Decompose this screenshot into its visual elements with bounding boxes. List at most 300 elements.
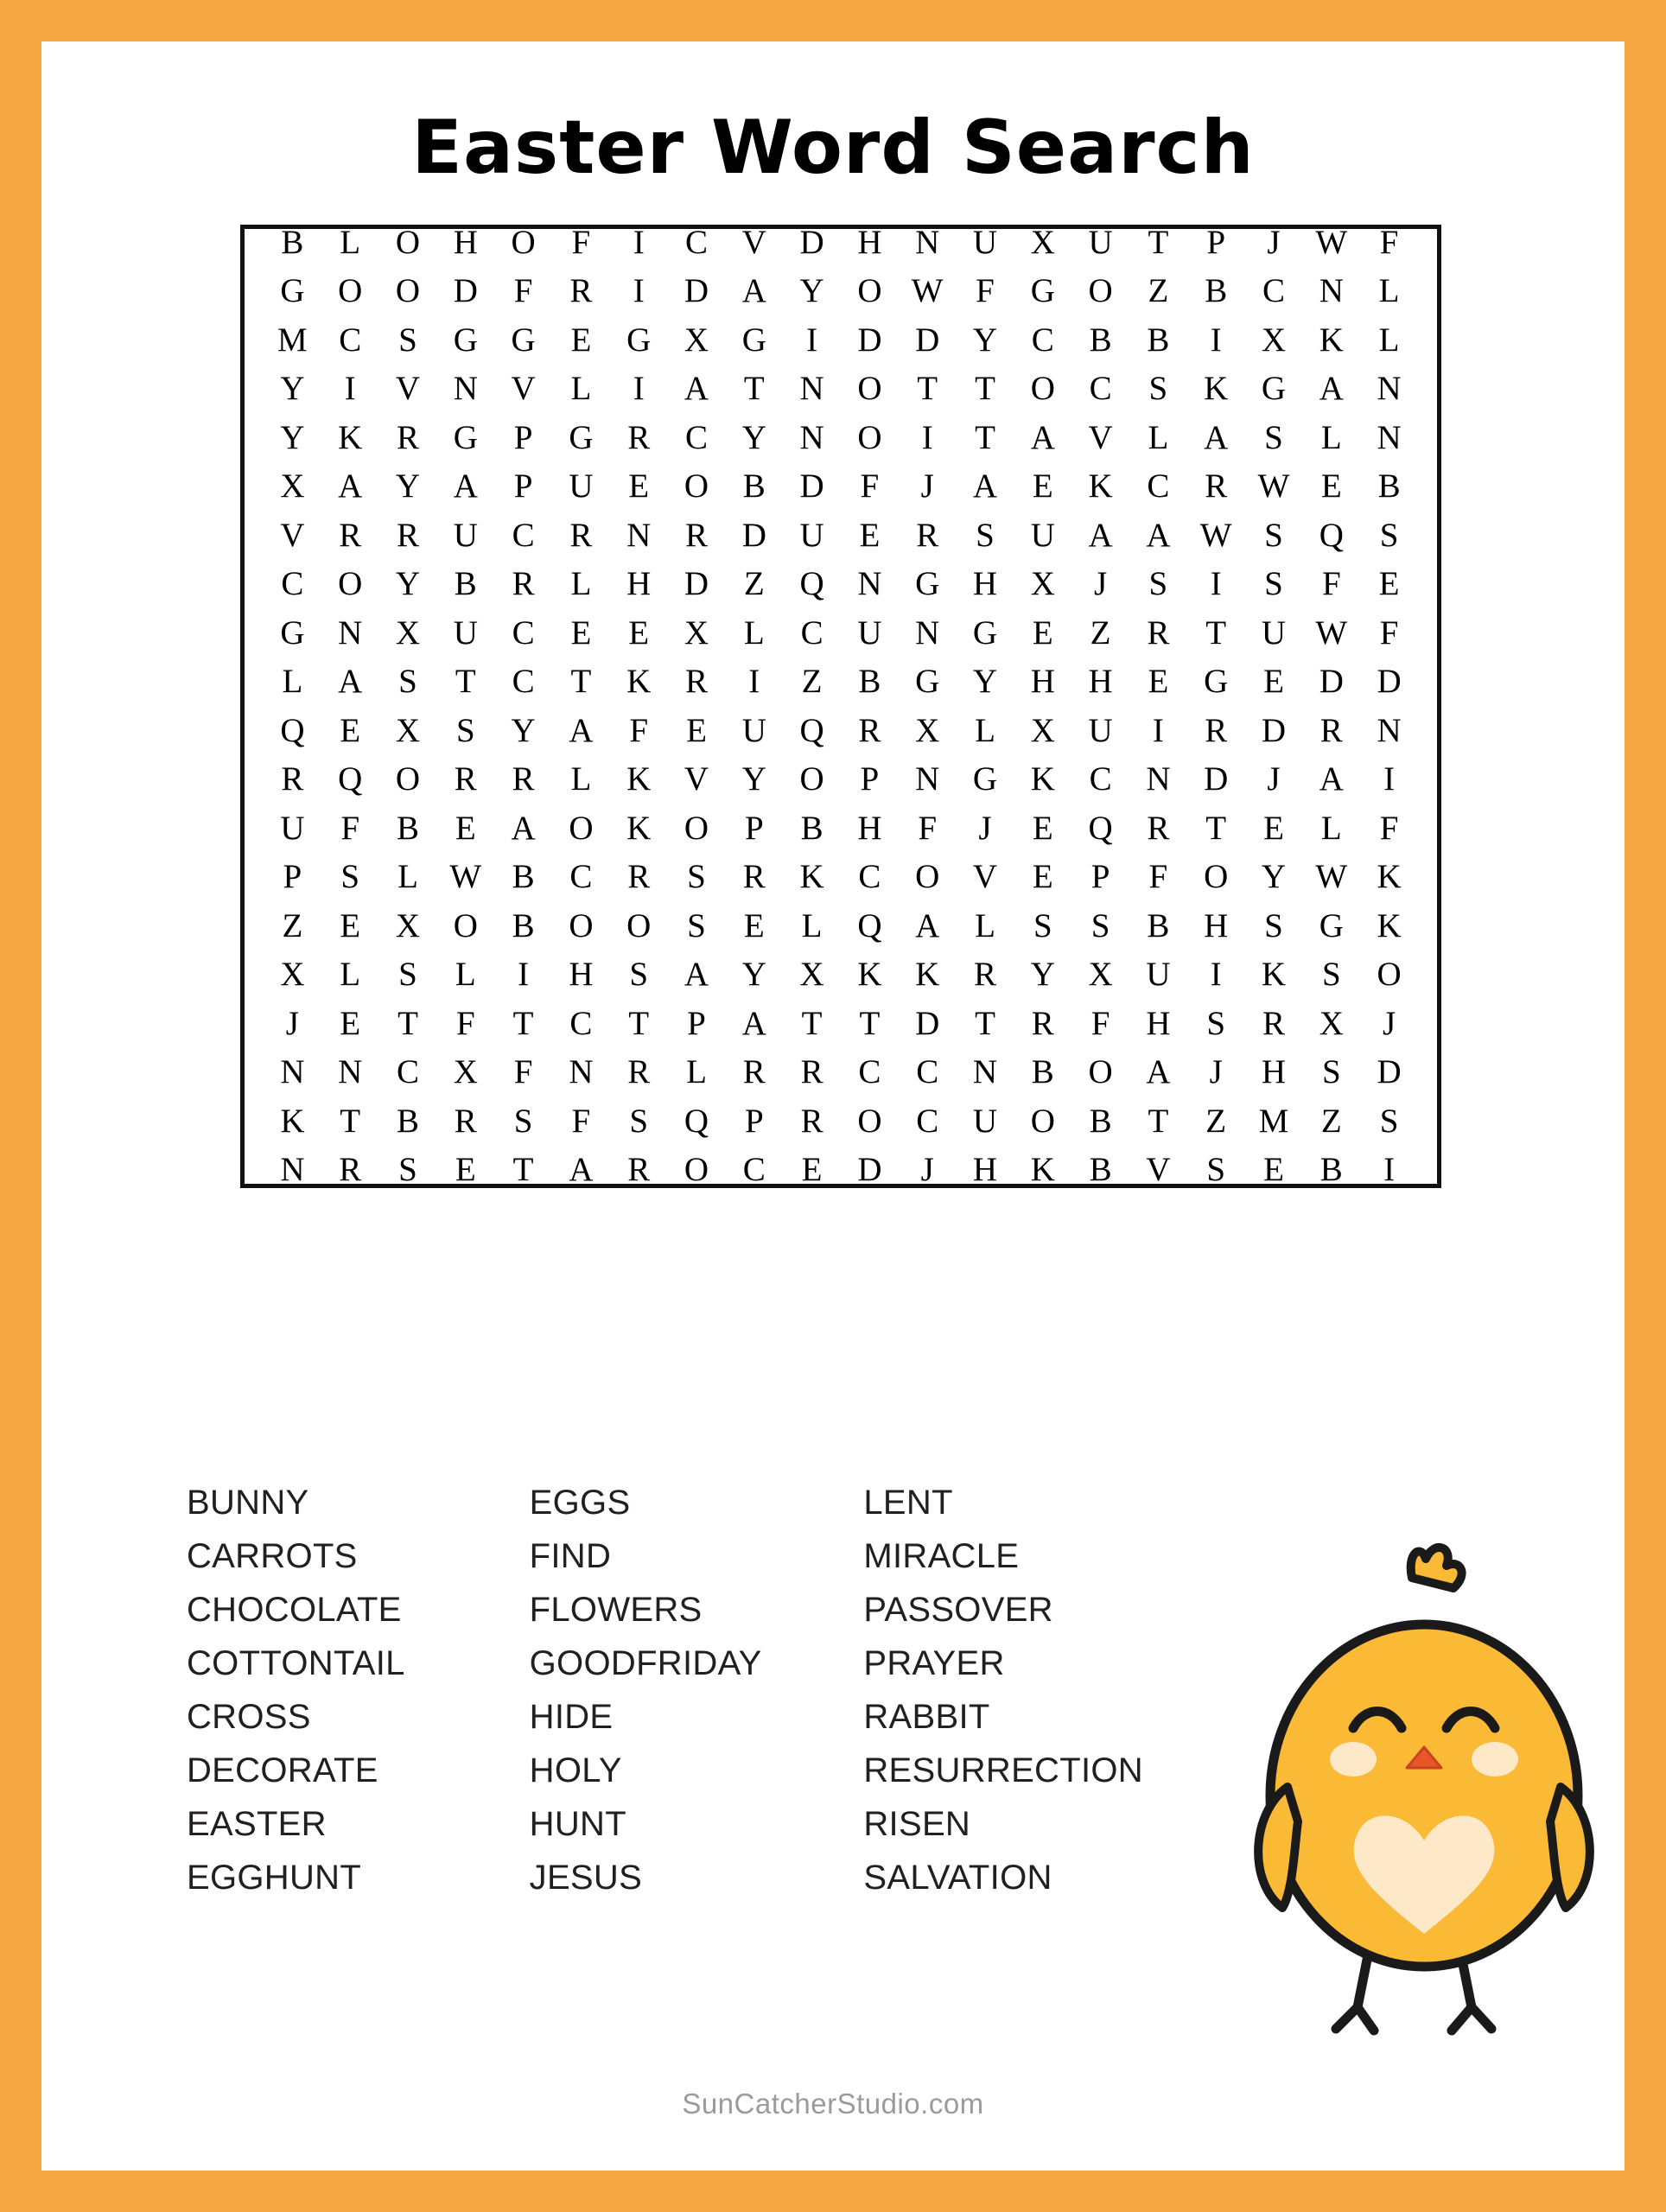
- grid-cell[interactable]: S: [1264, 418, 1283, 456]
- grid-cell[interactable]: O: [1088, 272, 1113, 309]
- grid-cell[interactable]: S: [1264, 906, 1283, 944]
- grid-cell[interactable]: R: [684, 516, 708, 554]
- grid-cell[interactable]: D: [915, 1004, 940, 1042]
- grid-cell[interactable]: E: [1032, 809, 1053, 847]
- grid-cell[interactable]: T: [570, 663, 592, 700]
- grid-cell[interactable]: G: [972, 613, 998, 652]
- grid-cell[interactable]: R: [1205, 711, 1228, 749]
- grid-cell[interactable]: N: [915, 613, 940, 652]
- grid-cell[interactable]: A: [1146, 516, 1171, 554]
- grid-cell[interactable]: R: [627, 858, 651, 895]
- grid-cell[interactable]: O: [453, 906, 478, 944]
- grid-cell[interactable]: W: [1257, 467, 1290, 505]
- grid-cell[interactable]: P: [283, 858, 302, 895]
- grid-cell[interactable]: U: [1261, 613, 1287, 652]
- grid-cell[interactable]: H: [972, 565, 998, 602]
- word-list-item[interactable]: HIDE: [529, 1698, 614, 1736]
- grid-cell[interactable]: R: [800, 1053, 823, 1090]
- grid-cell[interactable]: V: [1146, 1151, 1171, 1188]
- grid-cell[interactable]: V: [511, 370, 536, 407]
- grid-cell[interactable]: X: [395, 906, 421, 944]
- grid-cell[interactable]: E: [1263, 663, 1284, 700]
- grid-cell[interactable]: J: [1267, 223, 1281, 261]
- grid-cell[interactable]: S: [398, 663, 417, 700]
- grid-cell[interactable]: F: [860, 467, 880, 505]
- grid-cell[interactable]: T: [1148, 1102, 1169, 1140]
- grid-cell[interactable]: T: [628, 1004, 650, 1042]
- grid-cell[interactable]: U: [857, 613, 882, 652]
- grid-cell[interactable]: G: [280, 272, 305, 309]
- grid-cell[interactable]: S: [1264, 516, 1283, 554]
- grid-cell[interactable]: G: [453, 418, 478, 456]
- grid-cell[interactable]: Q: [684, 1102, 709, 1140]
- grid-cell[interactable]: C: [1031, 321, 1054, 359]
- grid-cell[interactable]: V: [972, 858, 998, 895]
- grid-cell[interactable]: A: [1204, 418, 1229, 456]
- grid-cell[interactable]: E: [1378, 565, 1400, 602]
- grid-cell[interactable]: P: [687, 1004, 706, 1042]
- grid-cell[interactable]: R: [454, 1102, 477, 1140]
- grid-cell[interactable]: L: [397, 858, 418, 895]
- grid-cell[interactable]: N: [1377, 418, 1402, 456]
- grid-cell[interactable]: O: [395, 272, 421, 309]
- grid-cell[interactable]: U: [1030, 516, 1055, 554]
- grid-cell[interactable]: K: [1377, 858, 1402, 895]
- grid-cell[interactable]: J: [1267, 760, 1281, 798]
- word-list-item[interactable]: RESURRECTION: [863, 1751, 1143, 1789]
- grid-cell[interactable]: O: [1088, 1053, 1113, 1090]
- word-list-item[interactable]: HUNT: [529, 1805, 626, 1843]
- word-list-item[interactable]: MIRACLE: [863, 1537, 1020, 1575]
- grid-cell[interactable]: F: [1091, 1004, 1110, 1042]
- grid-cell[interactable]: H: [972, 1151, 998, 1188]
- grid-cell[interactable]: L: [570, 370, 592, 407]
- grid-cell[interactable]: T: [801, 1004, 823, 1042]
- grid-cell[interactable]: R: [1262, 1004, 1285, 1042]
- grid-cell[interactable]: Q: [799, 565, 824, 602]
- grid-cell[interactable]: X: [1030, 223, 1055, 261]
- grid-cell[interactable]: L: [455, 956, 476, 993]
- grid-cell[interactable]: R: [339, 516, 362, 554]
- grid-cell[interactable]: F: [571, 1102, 591, 1140]
- grid-cell[interactable]: N: [280, 1053, 305, 1090]
- grid-cell[interactable]: C: [1089, 370, 1112, 407]
- grid-cell[interactable]: P: [1091, 858, 1110, 895]
- grid-cell[interactable]: O: [684, 809, 709, 847]
- grid-cell[interactable]: R: [742, 1053, 766, 1090]
- grid-cell[interactable]: D: [741, 516, 766, 554]
- grid-cell[interactable]: O: [857, 418, 882, 456]
- grid-cell[interactable]: A: [569, 1151, 594, 1188]
- grid-cell[interactable]: I: [633, 272, 645, 309]
- grid-cell[interactable]: O: [1377, 956, 1402, 993]
- grid-cell[interactable]: G: [915, 565, 940, 602]
- grid-cell[interactable]: G: [1030, 272, 1055, 309]
- grid-cell[interactable]: B: [1089, 321, 1112, 359]
- grid-cell[interactable]: V: [684, 760, 709, 798]
- grid-cell[interactable]: Q: [799, 711, 824, 749]
- grid-cell[interactable]: L: [1320, 418, 1342, 456]
- grid-cell[interactable]: C: [858, 858, 881, 895]
- grid-cell[interactable]: C: [858, 1053, 881, 1090]
- grid-cell[interactable]: H: [1088, 663, 1113, 700]
- grid-cell[interactable]: A: [684, 956, 709, 993]
- grid-cell[interactable]: L: [1378, 272, 1400, 309]
- grid-cell[interactable]: O: [915, 858, 940, 895]
- grid-cell[interactable]: C: [569, 858, 593, 895]
- grid-cell[interactable]: Y: [395, 467, 421, 505]
- grid-cell[interactable]: L: [801, 906, 823, 944]
- grid-cell[interactable]: E: [455, 809, 476, 847]
- grid-cell[interactable]: S: [513, 1102, 533, 1140]
- word-list-item[interactable]: PRAYER: [863, 1644, 1005, 1682]
- grid-cell[interactable]: B: [1089, 1102, 1112, 1140]
- word-list-item[interactable]: EGGHUNT: [187, 1859, 362, 1897]
- grid-cell[interactable]: D: [1261, 711, 1287, 749]
- grid-cell[interactable]: U: [1088, 711, 1113, 749]
- grid-cell[interactable]: A: [915, 906, 940, 944]
- grid-cell[interactable]: K: [338, 418, 363, 456]
- grid-cell[interactable]: P: [1206, 223, 1226, 261]
- grid-cell[interactable]: R: [339, 1151, 362, 1188]
- grid-cell[interactable]: F: [513, 1053, 533, 1090]
- grid-cell[interactable]: F: [1379, 613, 1399, 652]
- grid-cell[interactable]: G: [1319, 906, 1344, 944]
- grid-cell[interactable]: S: [398, 1151, 417, 1188]
- grid-cell[interactable]: C: [1089, 760, 1112, 798]
- grid-cell[interactable]: D: [684, 565, 709, 602]
- grid-cell[interactable]: R: [684, 663, 708, 700]
- grid-cell[interactable]: D: [915, 321, 940, 359]
- grid-cell[interactable]: C: [916, 1102, 939, 1140]
- grid-cell[interactable]: S: [687, 906, 706, 944]
- grid-cell[interactable]: O: [338, 565, 363, 602]
- grid-cell[interactable]: S: [1206, 1004, 1226, 1042]
- grid-cell[interactable]: A: [741, 1004, 766, 1042]
- grid-cell[interactable]: I: [633, 223, 645, 261]
- grid-cell[interactable]: R: [1147, 613, 1170, 652]
- grid-cell[interactable]: S: [1379, 1102, 1399, 1140]
- grid-cell[interactable]: P: [513, 467, 533, 505]
- grid-cell[interactable]: W: [449, 858, 482, 895]
- grid-cell[interactable]: A: [1146, 1053, 1171, 1090]
- grid-cell[interactable]: G: [453, 321, 478, 359]
- grid-cell[interactable]: R: [1147, 809, 1170, 847]
- grid-cell[interactable]: C: [800, 613, 823, 652]
- grid-cell[interactable]: D: [857, 1151, 882, 1188]
- grid-cell[interactable]: I: [1210, 956, 1222, 993]
- grid-cell[interactable]: C: [742, 1151, 766, 1188]
- grid-cell[interactable]: G: [915, 663, 940, 700]
- grid-cell[interactable]: L: [975, 711, 995, 749]
- grid-cell[interactable]: S: [1264, 565, 1283, 602]
- grid-cell[interactable]: C: [512, 516, 535, 554]
- word-list-item[interactable]: COTTONTAIL: [187, 1644, 405, 1682]
- word-list-item[interactable]: DECORATE: [187, 1751, 378, 1789]
- grid-cell[interactable]: Q: [280, 711, 305, 749]
- grid-cell[interactable]: A: [453, 467, 478, 505]
- grid-cell[interactable]: O: [1030, 370, 1055, 407]
- grid-cell[interactable]: S: [455, 711, 475, 749]
- grid-cell[interactable]: C: [1147, 467, 1170, 505]
- grid-cell[interactable]: I: [1210, 321, 1222, 359]
- grid-cell[interactable]: F: [1379, 809, 1399, 847]
- grid-cell[interactable]: G: [511, 321, 536, 359]
- word-list-item[interactable]: HOLY: [529, 1751, 622, 1789]
- word-list-item[interactable]: CROSS: [187, 1698, 311, 1736]
- grid-cell[interactable]: B: [858, 663, 881, 700]
- grid-cell[interactable]: I: [1210, 565, 1222, 602]
- grid-cell[interactable]: B: [396, 1102, 419, 1140]
- grid-cell[interactable]: V: [1088, 418, 1113, 456]
- grid-cell[interactable]: I: [1383, 1151, 1396, 1188]
- grid-cell[interactable]: J: [978, 809, 992, 847]
- grid-cell[interactable]: R: [916, 516, 939, 554]
- grid-cell[interactable]: Y: [741, 956, 766, 993]
- grid-cell[interactable]: X: [1261, 321, 1287, 359]
- grid-cell[interactable]: X: [915, 711, 940, 749]
- grid-cell[interactable]: K: [626, 809, 652, 847]
- grid-cell[interactable]: L: [570, 760, 592, 798]
- grid-cell[interactable]: T: [1148, 223, 1169, 261]
- word-list-item[interactable]: BUNNY: [187, 1484, 309, 1522]
- grid-cell[interactable]: N: [1146, 760, 1171, 798]
- grid-cell[interactable]: O: [684, 1151, 709, 1188]
- grid-cell[interactable]: S: [629, 956, 649, 993]
- grid-cell[interactable]: D: [1204, 760, 1229, 798]
- grid-cell[interactable]: T: [917, 370, 938, 407]
- grid-cell[interactable]: E: [1263, 1151, 1284, 1188]
- grid-cell[interactable]: Y: [741, 418, 766, 456]
- grid-cell[interactable]: W: [1315, 858, 1348, 895]
- grid-cell[interactable]: X: [395, 711, 421, 749]
- grid-cell[interactable]: T: [512, 1004, 534, 1042]
- grid-cell[interactable]: Q: [338, 760, 363, 798]
- grid-cell[interactable]: L: [1148, 418, 1169, 456]
- grid-cell[interactable]: F: [340, 809, 360, 847]
- grid-cell[interactable]: M: [1258, 1102, 1289, 1140]
- word-list-item[interactable]: FIND: [529, 1537, 612, 1575]
- grid-cell[interactable]: L: [340, 223, 361, 261]
- grid-cell[interactable]: N: [972, 1053, 998, 1090]
- grid-cell[interactable]: T: [743, 370, 765, 407]
- grid-cell[interactable]: R: [454, 760, 477, 798]
- grid-cell[interactable]: R: [627, 1151, 651, 1188]
- grid-cell[interactable]: F: [629, 711, 649, 749]
- grid-cell[interactable]: R: [800, 1102, 823, 1140]
- grid-cell[interactable]: D: [1319, 663, 1344, 700]
- grid-cell[interactable]: V: [280, 516, 305, 554]
- grid-cell[interactable]: R: [512, 565, 535, 602]
- grid-cell[interactable]: T: [975, 1004, 995, 1042]
- grid-cell[interactable]: S: [1206, 1151, 1226, 1188]
- grid-cell[interactable]: U: [972, 223, 998, 261]
- grid-cell[interactable]: F: [918, 809, 938, 847]
- grid-cell[interactable]: Q: [1319, 516, 1344, 554]
- grid-cell[interactable]: Q: [1088, 809, 1113, 847]
- grid-cell[interactable]: E: [1032, 467, 1053, 505]
- grid-cell[interactable]: N: [915, 223, 940, 261]
- grid-cell[interactable]: O: [799, 760, 824, 798]
- grid-cell[interactable]: C: [339, 321, 362, 359]
- grid-cell[interactable]: I: [806, 321, 818, 359]
- grid-cell[interactable]: S: [340, 858, 360, 895]
- grid-cell[interactable]: S: [1033, 906, 1052, 944]
- grid-cell[interactable]: E: [743, 906, 765, 944]
- grid-cell[interactable]: E: [1320, 467, 1342, 505]
- grid-cell[interactable]: G: [626, 321, 652, 359]
- word-list-item[interactable]: EASTER: [187, 1805, 327, 1843]
- grid-cell[interactable]: Z: [743, 565, 765, 602]
- grid-cell[interactable]: A: [338, 467, 363, 505]
- grid-cell[interactable]: R: [569, 516, 593, 554]
- grid-cell[interactable]: Z: [1090, 613, 1111, 652]
- grid-cell[interactable]: N: [915, 760, 940, 798]
- grid-cell[interactable]: I: [1383, 760, 1396, 798]
- grid-cell[interactable]: O: [626, 906, 652, 944]
- grid-cell[interactable]: G: [741, 321, 766, 359]
- grid-cell[interactable]: O: [395, 760, 421, 798]
- grid-cell[interactable]: N: [569, 1053, 594, 1090]
- grid-cell[interactable]: D: [1377, 663, 1402, 700]
- grid-cell[interactable]: B: [1205, 272, 1228, 309]
- word-list-item[interactable]: JESUS: [529, 1859, 643, 1897]
- grid-cell[interactable]: E: [801, 1151, 823, 1188]
- grid-cell[interactable]: R: [512, 760, 535, 798]
- grid-cell[interactable]: B: [1319, 1151, 1343, 1188]
- grid-cell[interactable]: S: [687, 858, 706, 895]
- grid-cell[interactable]: Y: [741, 760, 766, 798]
- grid-cell[interactable]: A: [972, 467, 998, 505]
- grid-cell[interactable]: K: [626, 663, 652, 700]
- grid-cell[interactable]: Z: [282, 906, 303, 944]
- grid-cell[interactable]: F: [1321, 565, 1341, 602]
- grid-cell[interactable]: H: [857, 809, 882, 847]
- grid-cell[interactable]: O: [511, 223, 536, 261]
- grid-cell[interactable]: B: [1089, 1151, 1112, 1188]
- grid-cell[interactable]: A: [569, 711, 594, 749]
- grid-cell[interactable]: W: [1315, 613, 1348, 652]
- grid-cell[interactable]: X: [280, 956, 305, 993]
- grid-cell[interactable]: X: [453, 1053, 478, 1090]
- grid-cell[interactable]: I: [748, 663, 760, 700]
- grid-cell[interactable]: R: [1319, 711, 1343, 749]
- word-search-grid[interactable]: [240, 225, 1441, 1188]
- grid-cell[interactable]: R: [396, 516, 419, 554]
- grid-cell[interactable]: C: [396, 1053, 419, 1090]
- grid-cell[interactable]: K: [1030, 760, 1055, 798]
- grid-cell[interactable]: F: [513, 272, 533, 309]
- grid-cell[interactable]: Y: [1030, 956, 1055, 993]
- grid-cell[interactable]: B: [1147, 321, 1170, 359]
- grid-cell[interactable]: E: [1263, 809, 1284, 847]
- grid-cell[interactable]: B: [396, 809, 419, 847]
- grid-cell[interactable]: J: [1209, 1053, 1223, 1090]
- grid-cell[interactable]: H: [857, 223, 882, 261]
- grid-cell[interactable]: T: [859, 1004, 881, 1042]
- grid-cell[interactable]: S: [629, 1102, 649, 1140]
- grid-cell[interactable]: Y: [280, 418, 305, 456]
- grid-cell[interactable]: I: [518, 956, 530, 993]
- grid-cell[interactable]: N: [857, 565, 882, 602]
- grid-cell[interactable]: A: [338, 663, 363, 700]
- grid-cell[interactable]: O: [857, 370, 882, 407]
- word-list-item[interactable]: LENT: [863, 1484, 953, 1522]
- word-list-item[interactable]: GOODFRIDAY: [529, 1644, 762, 1682]
- grid-cell[interactable]: Y: [972, 321, 998, 359]
- grid-cell[interactable]: O: [569, 809, 594, 847]
- grid-cell[interactable]: X: [1030, 711, 1055, 749]
- grid-cell[interactable]: M: [277, 321, 308, 359]
- grid-cell[interactable]: Y: [395, 565, 421, 602]
- grid-cell[interactable]: E: [686, 711, 707, 749]
- grid-cell[interactable]: L: [975, 906, 995, 944]
- grid-cell[interactable]: Z: [1205, 1102, 1227, 1140]
- grid-cell[interactable]: S: [1321, 1053, 1341, 1090]
- grid-cell[interactable]: S: [1379, 516, 1399, 554]
- grid-cell[interactable]: O: [569, 906, 594, 944]
- grid-cell[interactable]: X: [684, 321, 709, 359]
- word-list-item[interactable]: CHOCOLATE: [187, 1591, 402, 1629]
- grid-cell[interactable]: C: [1262, 272, 1285, 309]
- grid-cell[interactable]: H: [1146, 1004, 1171, 1042]
- grid-cell[interactable]: S: [1321, 956, 1341, 993]
- grid-cell[interactable]: R: [627, 418, 651, 456]
- grid-cell[interactable]: J: [1383, 1004, 1396, 1042]
- grid-cell[interactable]: G: [1261, 370, 1287, 407]
- grid-cell[interactable]: X: [1319, 1004, 1344, 1042]
- grid-cell[interactable]: U: [1088, 223, 1113, 261]
- grid-cell[interactable]: W: [911, 272, 944, 309]
- grid-cell[interactable]: D: [799, 223, 824, 261]
- grid-cell[interactable]: N: [799, 418, 824, 456]
- grid-cell[interactable]: E: [340, 906, 361, 944]
- grid-cell[interactable]: Z: [1148, 272, 1169, 309]
- grid-cell[interactable]: P: [744, 809, 764, 847]
- grid-cell[interactable]: T: [1205, 809, 1227, 847]
- word-list-item[interactable]: RISEN: [863, 1805, 971, 1843]
- grid-cell[interactable]: B: [1147, 906, 1170, 944]
- grid-cell[interactable]: L: [743, 613, 765, 652]
- grid-cell[interactable]: K: [626, 760, 652, 798]
- grid-cell[interactable]: F: [1148, 858, 1168, 895]
- grid-cell[interactable]: I: [921, 418, 933, 456]
- grid-cell[interactable]: T: [1205, 613, 1227, 652]
- grid-cell[interactable]: N: [1377, 711, 1402, 749]
- word-list-item[interactable]: EGGS: [529, 1484, 631, 1522]
- grid-cell[interactable]: Z: [801, 663, 823, 700]
- grid-cell[interactable]: C: [281, 565, 304, 602]
- grid-cell[interactable]: Y: [972, 663, 998, 700]
- grid-cell[interactable]: K: [1204, 370, 1229, 407]
- grid-cell[interactable]: L: [686, 1053, 707, 1090]
- grid-cell[interactable]: C: [684, 223, 708, 261]
- grid-cell[interactable]: P: [513, 418, 533, 456]
- grid-cell[interactable]: S: [976, 516, 995, 554]
- grid-cell[interactable]: E: [340, 711, 361, 749]
- grid-cell[interactable]: X: [799, 956, 824, 993]
- grid-cell[interactable]: Y: [511, 711, 536, 749]
- grid-cell[interactable]: A: [741, 272, 766, 309]
- grid-cell[interactable]: O: [395, 223, 421, 261]
- grid-cell[interactable]: O: [857, 272, 882, 309]
- grid-cell[interactable]: N: [338, 1053, 363, 1090]
- grid-cell[interactable]: S: [398, 956, 417, 993]
- grid-cell[interactable]: L: [1378, 321, 1400, 359]
- grid-cell[interactable]: B: [1377, 467, 1401, 505]
- grid-cell[interactable]: N: [1319, 272, 1344, 309]
- word-list-item[interactable]: RABBIT: [863, 1698, 990, 1736]
